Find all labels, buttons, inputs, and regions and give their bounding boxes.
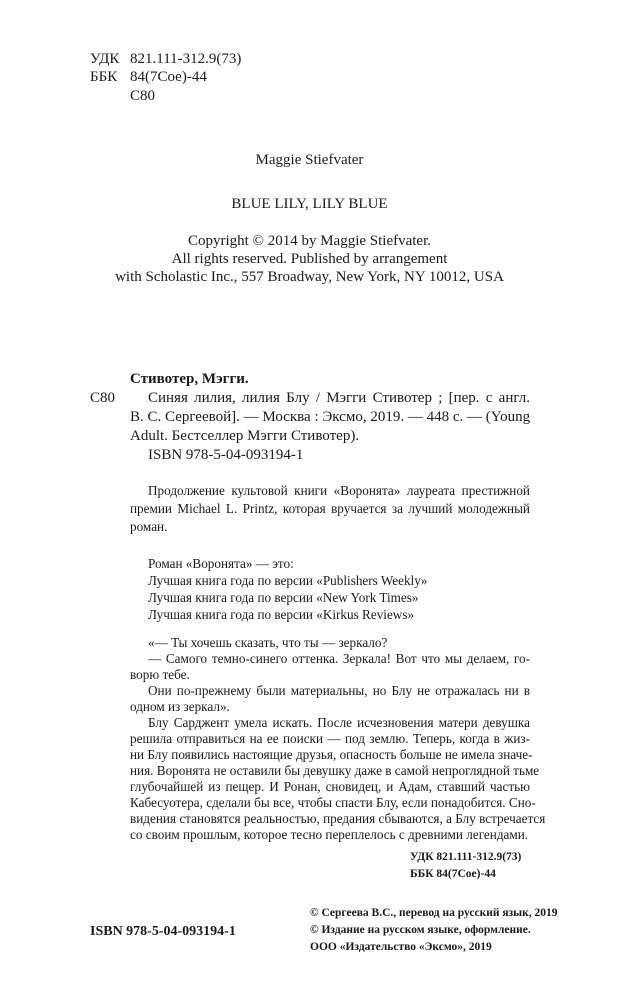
copyright-line: All rights reserved. Published by arrangement [171, 251, 448, 267]
blurb-line: глубочайшей из пещер. И Ронан, сновидец, и Адам, ставший частью [130, 779, 530, 794]
blurb-line: ния. Воронята не оставили бы девушку даже в самой непроглядной тьме [130, 763, 540, 778]
catalog-description-line: В. С. Сергеевой]. — Москва : Эксмо, 2019. — 448 с. — (Young [130, 409, 531, 425]
rights-line: © Издание на русском языке, оформление. [310, 924, 531, 936]
awards-line: Лучшая книга года по версии «Kirkus Reviews» [148, 607, 415, 622]
author-mark: С80 [130, 88, 156, 104]
annotation-line: премии Michael L. Printz, которая вручается за лучший молодежный [130, 501, 530, 516]
awards-line: Лучшая книга года по версии «Publishers Weekly» [148, 573, 428, 588]
original-author: Maggie Stiefvater [255, 152, 364, 168]
original-title: BLUE LILY, LILY BLUE [231, 196, 388, 212]
annotation-line: роман. [130, 519, 168, 534]
quote-line: одном из зеркал». [130, 699, 230, 714]
awards-line: Роман «Воронята» — это: [148, 556, 294, 571]
catalog-isbn: ISBN 978-5-04-093194-1 [148, 447, 304, 463]
bbk-code: 84(7Сое)-44 [130, 69, 207, 85]
blurb-line: решила отправиться на ее поиски — под землю. Теперь, когда в жиз- [130, 731, 530, 746]
blurb-line: ни Блу появились настоящие друзья, опасность больше не имела значе- [130, 747, 533, 762]
quote-line: Они по-прежнему были материальны, но Блу не отражалась ни в [148, 683, 530, 698]
quote-line: ворю тебе. [130, 667, 190, 682]
quote-line: «— Ты хочешь сказать, что ты — зеркало? [148, 635, 388, 650]
blurb-line: Кабесуотера, сделали бы все, чтобы спасти Блу, если понадобится. Сно- [130, 795, 536, 810]
copyright-line: Copyright © 2014 by Maggie Stiefvater. [187, 233, 432, 249]
catalog-description-line: Синяя лилия, лилия Блу / Мэгги Стивотер ; [пер. с англ. [148, 390, 530, 406]
awards-line: Лучшая книга года по версии «New York Times» [148, 590, 419, 605]
catalog-author-mark: С80 [90, 390, 116, 406]
blurb-line: со своим прошлым, которое тесно переплелось с древними легендами. [130, 827, 529, 842]
bbk-label: ББК [90, 69, 118, 85]
imprint-isbn: ISBN 978-5-04-093194-1 [90, 924, 236, 939]
annotation-line: Продолжение культовой книги «Воронята» лауреата престижной [148, 483, 530, 498]
udk-label: УДК [90, 51, 120, 67]
copyright-line: with Scholastic Inc., 557 Broadway, New York, NY 10012, USA [115, 269, 504, 285]
rights-line: ООО «Издательство «Эксмо», 2019 [310, 941, 492, 953]
udk-code: 821.111-312.9(73) [130, 51, 242, 67]
catalog-author-heading: Стивотер, Мэгги. [130, 371, 249, 387]
blurb-line: видения становятся реальностью, предания сбываются, а Блу встречается [130, 811, 546, 826]
blurb-line: Блу Сарджент умела искать. После исчезновения матери девушка [148, 715, 530, 730]
rights-line: © Сергеева В.С., перевод на русский язык, 2019 [310, 907, 558, 919]
catalog-description-line: Adult. Бестселлер Мэгги Стивотер). [130, 428, 360, 444]
imprint-udk: УДК 821.111-312.9(73) [410, 851, 522, 863]
imprint-bbk: ББК 84(7Сое)-44 [410, 868, 496, 880]
quote-line: — Самого темно-синего оттенка. Зеркала! Вот что мы делаем, го- [148, 651, 530, 666]
